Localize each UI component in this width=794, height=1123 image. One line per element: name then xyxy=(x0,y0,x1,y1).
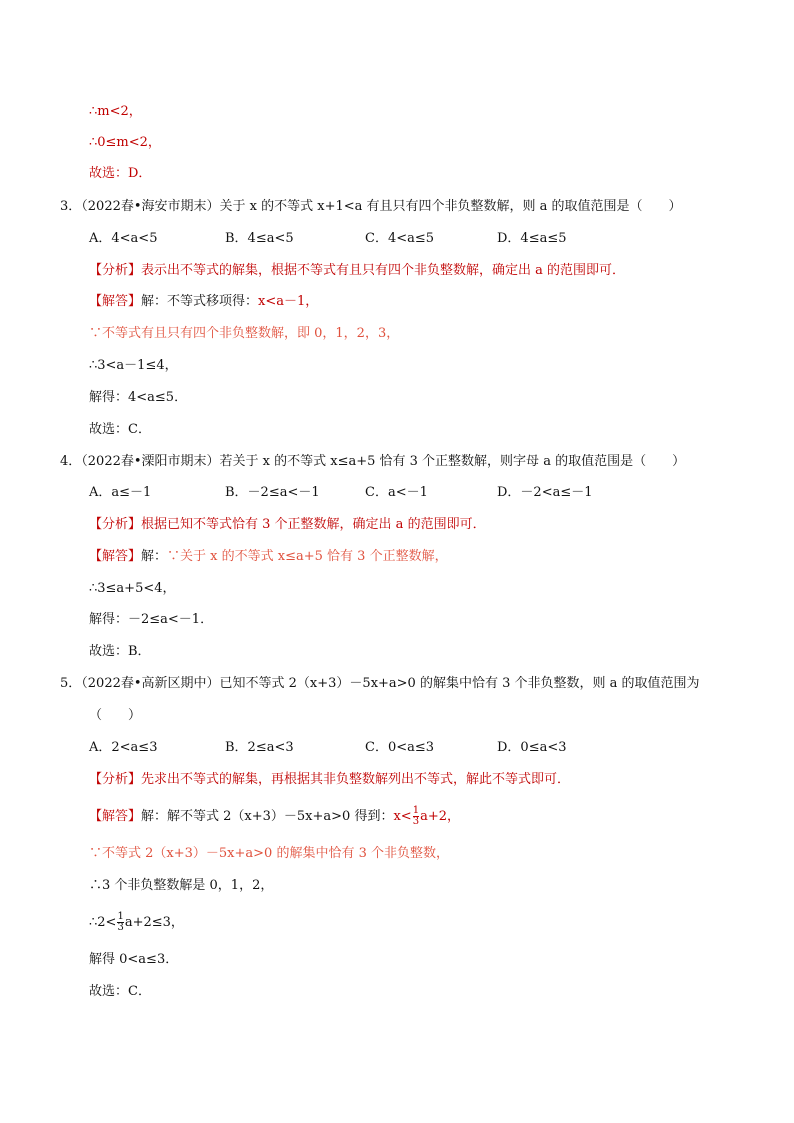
analysis-tag: 【分析】 xyxy=(89,517,142,532)
answer xyxy=(89,293,318,311)
fraction-numerator: 1 xyxy=(117,911,124,922)
analysis-tag: 【分析】 xyxy=(89,772,142,787)
text-line: 解得：4<a≤5． xyxy=(89,390,188,405)
q5-option-d: D．0≤a<3 xyxy=(497,740,567,755)
fraction-numerator: 1 xyxy=(412,805,420,816)
text-line: 故选：B． xyxy=(89,644,151,659)
analysis-text: 根据已知不等式恰有 3 个正整数解，确定出 a 的范围即可． xyxy=(141,517,486,532)
text-line: ∵不等式 2（x+3）－5x+a>0 的解集中恰有 3 个非负整数， xyxy=(89,846,449,861)
answer xyxy=(89,548,448,566)
q5-option-b: B．2≤a<3 xyxy=(225,740,294,755)
fraction xyxy=(413,806,419,827)
expr-pre: ∴2< xyxy=(89,915,117,930)
text-line: 解得 0<a≤3． xyxy=(89,952,179,967)
q3-option-b: B．4≤a<5 xyxy=(225,231,294,246)
q5-option-c: C．0<a≤3 xyxy=(365,740,435,755)
analysis-tag: 【分析】 xyxy=(89,263,142,278)
question-3: 3．（2022春•海安市期末）关于 x 的不等式 x+1<a 有且只有四个非负整数解，则 a 的取值范围是（ ） xyxy=(60,199,682,214)
q3-option-c: C．4<a≤5 xyxy=(365,231,435,246)
answer-text: 解： xyxy=(141,549,168,564)
answer xyxy=(89,806,460,827)
question-5-paren: （ ） xyxy=(89,708,142,723)
answer-text: 解：不等式移项得： xyxy=(141,294,259,309)
answer-highlight: ∵关于 x 的不等式 x≤a+5 恰有 3 个正整数解， xyxy=(167,549,448,564)
fraction-denominator: 3 xyxy=(117,922,124,933)
question-5: 5．（2022春•高新区期中）已知不等式 2（x+3）－5x+a>0 的解集中恰有 3 个非负整数，则 a 的取值范围为 xyxy=(60,676,700,691)
text-line: ∴3≤a+5<4， xyxy=(89,581,176,596)
analysis xyxy=(89,771,570,789)
text-line: ∵不等式有且只有四个非负整数解，即 0，1，2，3， xyxy=(89,326,400,341)
fraction xyxy=(117,912,123,933)
answer-highlight xyxy=(393,805,460,827)
analysis xyxy=(89,516,486,534)
question-4: 4．（2022春•溧阳市期末）若关于 x 的不等式 x≤a+5 恰有 3 个正整数解，则字母 a 的取值范围是（ ） xyxy=(60,454,686,469)
answer-tag: 【解答】 xyxy=(89,549,142,564)
analysis-text: 先求出不等式的解集，再根据其非负整数解列出不等式，解此不等式即可． xyxy=(141,772,571,787)
expr-pre: x< xyxy=(393,809,412,824)
expr-post: a+2≤3， xyxy=(124,915,184,930)
analysis xyxy=(89,262,625,280)
text-line: 解得：－2≤a<－1． xyxy=(89,612,214,627)
q5-option-a: A．2<a≤3 xyxy=(89,740,158,755)
q4-option-d: D．－2<a≤－1 xyxy=(497,485,593,500)
answer-tag: 【解答】 xyxy=(89,809,142,824)
q4-option-a: A．a≤－1 xyxy=(89,485,152,500)
text-line: ∴m<2， xyxy=(89,104,142,119)
q4-option-b: B．－2≤a<－1 xyxy=(225,485,320,500)
analysis-text: 表示出不等式的解集，根据不等式有且只有四个非负整数解，确定出 a 的范围即可． xyxy=(141,263,626,278)
fraction-denominator: 3 xyxy=(412,816,420,827)
text-line: ∴3<a－1≤4， xyxy=(89,358,178,373)
text-line: ∴3 个非负整数解是 0，1，2， xyxy=(89,878,274,893)
text-line: ∴0≤m<2， xyxy=(89,135,161,150)
text-line: 故选：C． xyxy=(89,984,151,999)
expr-post: a+2， xyxy=(420,809,460,824)
text-line: 故选：C． xyxy=(89,422,151,437)
answer-highlight: x<a－1， xyxy=(258,294,319,309)
answer-tag: 【解答】 xyxy=(89,294,142,309)
text-line xyxy=(89,912,184,933)
text-line: 故选：D． xyxy=(89,166,152,181)
answer-text: 解：解不等式 2（x+3）－5x+a>0 得到： xyxy=(141,809,394,824)
q3-option-d: D．4≤a≤5 xyxy=(497,231,567,246)
q4-option-c: C．a<－1 xyxy=(365,485,428,500)
q3-option-a: A．4<a<5 xyxy=(89,231,158,246)
